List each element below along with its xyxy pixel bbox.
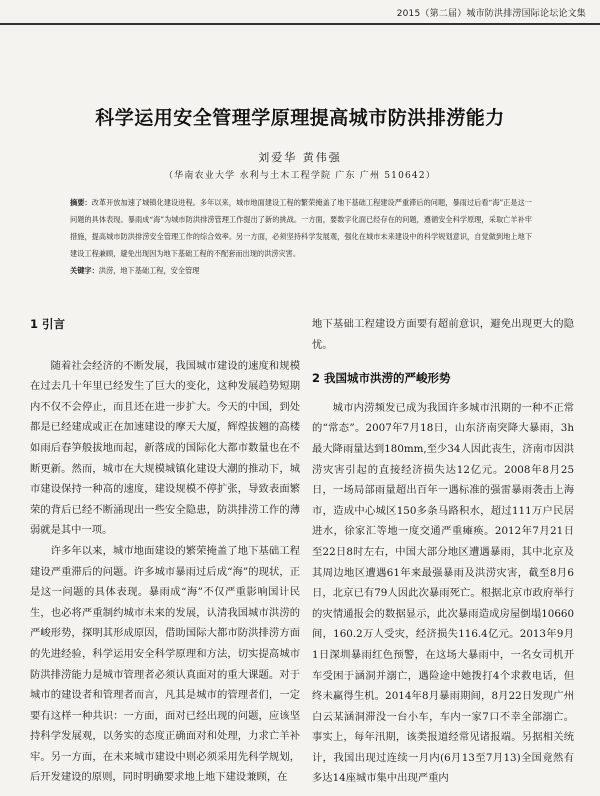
body-paragraph: 许多年以来，城市地面建设的繁荣掩盖了地下基础工程建设严重滞后的问题。许多城市暴雨过后成“海”的现状，正是这一问题的具体表现。暴雨成“海”不仅严重影响国计民生，也必将严重制约城市未来的发展，认清我国城市洪涝的严峻形势，探明其形成原因，借助国际大都市防洪排涝方面的先进经验，科学运用安全科学原理和方法，切实提高城市防洪排涝能力是城市管理者必须认真面对的重大课题。对于城市的建设者和管理者而言，凡其是城市的管理者们，一定要有这样一种共识：一方面，面对已经出现的问题，应该坚持科学发展观，以务实的态度正确面对和处理，力求亡羊补牢。另一方面，在未来城市建设中则必须采用先科学规划，后开发建设的原则，同时明确要求地上地下建设兼顾，在 <box>30 544 300 784</box>
paper-title: 科学运用安全管理学原理提高城市防洪排涝能力 <box>95 107 505 129</box>
keywords-label: 关键字： <box>70 266 99 275</box>
right-column <box>312 314 574 789</box>
keywords-text: 洪涝，地下基础工程，安全管理 <box>98 266 200 275</box>
running-title: 2015（第二届）城市防洪排涝国际论坛论文集 <box>396 9 586 19</box>
body-paragraph-continued: 地下基础工程建设方面要有超前意识，避免出现更大的隐忧。 <box>312 318 574 351</box>
abstract-label: 摘要： <box>70 198 92 207</box>
keywords-paragraph <box>70 262 532 279</box>
section-heading-introduction: 1 引言 <box>30 317 66 331</box>
abstract-text: 改革开放加速了城镇化建设进程。多年以来，城市地面建设工程的繁荣掩盖了地下基础工程建设严重滞后的问题，暴雨过后看“海”正是这一问题的具体表现。暴雨成“海”为城市防洪排涝管理工作提出了新的挑战。一方面，要数字化面已经存在的问题，遵循安全科学原理，采取亡羊补牢措施，提高城市防洪排涝安全管理工作的综合效率。另一方面，必须坚持科学发展观，强化在城市未来建设中的科学规划意识，自觉做到地上地下建设工程兼顾，避免出现因为地下基础工程的不配套而出现的洪涝灾害。 <box>70 198 532 258</box>
paper-affiliation: （华南农业大学 水利与土木工程学院 广东 广州 510642） <box>163 171 436 181</box>
running-header <box>0 0 600 25</box>
section-heading-flood-situation: 2 我国城市洪涝的严峻形势 <box>312 371 451 386</box>
body-paragraph: 随着社会经济的不断发展，我国城市建设的速度和规模在过去几十年里已经发生了巨大的变化，这种发展趋势短期内不仅不会停止，而且还在进一步扩大。今天的中国，到处都是已经建成或正在加速建设的摩天大厦，辉煌拔翘的高楼如雨后春笋般拔地而起，新落成的国际化大都市数量也在不断更新。然而，城市在大规模城镇化建设大潮的推动下，城市建设保持一种高的速度，建设规模不停扩张，导致表面繁荣的背后已经不断涌现出一些安全隐患，防洪排涝工作的薄弱就是其中一项。 <box>30 359 300 537</box>
left-column <box>30 314 300 788</box>
paper-authors: 刘爱华 黄伟强 <box>258 151 342 164</box>
abstract-paragraph <box>70 194 532 262</box>
abstract-block <box>70 194 532 279</box>
body-paragraph: 城市内涝频发已成为我国许多城市汛期的一种不正常的“常态”。2007年7月18日，山东济南突降大暴雨，3h最大降雨量达到180mm,至少34人因此丧生，济南市因洪涝灾害引起的直接经济损失达12亿元。2008年8月25日，一场局部雨量超出百年一遇标准的强雷暴雨袭击上海市，造成中心城区150多条马路积水，超过111万户民居进水，徐家汇等地一度交通严重瘫痪。2012年7月21日至22日8时左右，中国大部分地区遭遇暴雨，其中北京及其周边地区遭遇61年来最强暴雨及洪涝灾害，截至8月6日，北京已有79人因此次暴雨死亡。根据北京市政府举行的灾情通报会的数据显示，此次暴雨造成房屋倒塌10660间，160.2万人受灾，经济损失116.4亿元。2013年9月1日深圳暴雨红色预警，在这场大暴雨中，一名女司机开车受困于涵洞并溺亡，遇险途中她拨打4个求救电话，但终未赢得生机。2014年8月暴雨期间，8月22日发现广州白云某涵洞滞没一台小车，车内一家7口不幸全部溺亡。事实上，每年汛期，该类报道经常见诸报端。另据相关统计，我国出现过连续一月内(6月13至7月13)全国竟然有多达14座城市集中出现严重内 <box>312 401 574 785</box>
